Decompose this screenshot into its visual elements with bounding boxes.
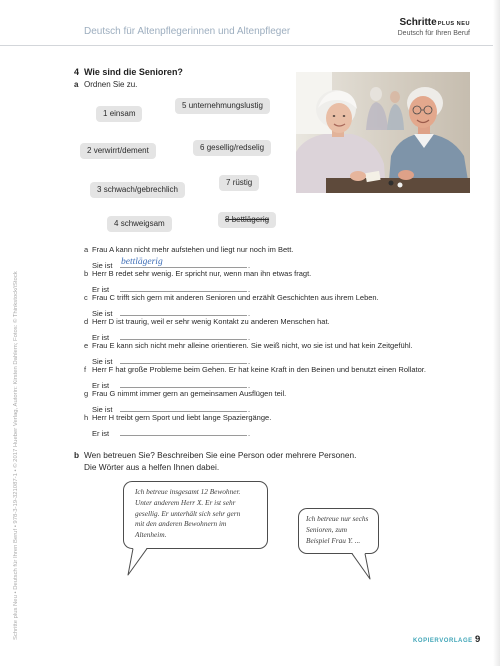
- card-word: schweigsam: [120, 219, 165, 228]
- answer-period: .: [248, 309, 251, 318]
- word-card: [80, 143, 156, 159]
- card-word: rüstig: [232, 178, 253, 187]
- answer-period: .: [248, 357, 251, 366]
- page-edge-shadow: [493, 0, 500, 666]
- speech-bubble-tail: [345, 550, 375, 582]
- card-number: 8: [225, 215, 230, 224]
- part-b-letter: b: [74, 450, 80, 460]
- handwritten-answer: bettlägerig: [121, 257, 163, 267]
- answer-blank: [120, 330, 247, 340]
- item-sentence: Herr B redet sehr wenig. Er spricht nur, wenn man ihn etwas fragt.: [92, 269, 312, 278]
- bubble-line: Ich betreue nur sechs: [306, 514, 369, 523]
- item-letter: g: [84, 389, 89, 398]
- part-a-letter: a: [74, 80, 79, 89]
- answer-blank: [120, 282, 247, 292]
- part-b-hint: Die Wörter aus a helfen Ihnen dabei.: [84, 462, 220, 472]
- answer-prompt: Sie ist: [92, 261, 113, 270]
- bubble-line: mit den anderen Bewohnern im: [135, 519, 227, 529]
- item-sentence: Herr D ist traurig, weil er sehr wenig Kontakt zu anderen Menschen hat.: [92, 317, 330, 326]
- answer-blank: [120, 378, 247, 388]
- answer-blank: [120, 402, 247, 412]
- item-sentence: Herr H treibt gern Sport und liebt lange Spaziergänge.: [92, 413, 272, 422]
- word-card-crossed-out: [218, 212, 276, 228]
- copy-template-label: KOPIERVORLAGE: [413, 638, 473, 644]
- answer-prompt: Er ist: [92, 333, 110, 342]
- part-a-instruction: Ordnen Sie zu.: [84, 80, 138, 89]
- brand-sub: PLUS NEU: [437, 21, 470, 27]
- answer-prompt: Sie ist: [92, 405, 113, 414]
- card-number: 3: [97, 185, 102, 194]
- answer-period: .: [248, 381, 251, 390]
- copyright-side-note: Schritte plus Neu • Deutsch für Ihren Beruf • 978-3-19-321087-1 • © 2017 Hueber Verlag, Autorin: Kirsten Dahlem; Fotos: © Thinkstock/iStock: [13, 271, 19, 640]
- card-word: einsam: [109, 109, 136, 118]
- word-card: [193, 140, 271, 156]
- woman-face: [326, 103, 352, 133]
- answer-prompt: Sie ist: [92, 309, 113, 318]
- part-b-instruction: Wen betreuen Sie? Beschreiben Sie eine Person oder mehrere Personen.: [84, 450, 357, 460]
- answer-blank: [120, 258, 247, 268]
- bubble-line: Unter anderem Herr X. Er ist sehr: [135, 497, 236, 507]
- page-number: 9: [475, 634, 481, 645]
- answer-prompt: Er ist: [92, 429, 110, 438]
- photo-senior-couple: [296, 72, 470, 193]
- speech-bubble-tail: [120, 545, 155, 580]
- item-sentence: Herr F hat große Probleme beim Gehen. Er hat keine Kraft in den Beinen und benutzt einen Rollator.: [92, 365, 426, 374]
- card-number: 7: [226, 178, 231, 187]
- card-number: 5: [182, 101, 187, 110]
- header-title: Deutsch für Altenpflegerinnen und Altenpfleger: [84, 26, 291, 37]
- answer-period: .: [248, 261, 251, 270]
- card-number: 4: [114, 219, 119, 228]
- bubble-line: Ich betreue insgesamt 12 Bewohner.: [135, 487, 241, 496]
- answer-prompt: Er ist: [92, 285, 110, 294]
- brand-logo: [399, 15, 470, 30]
- item-sentence: Frau A kann nicht mehr aufstehen und liegt nur noch im Bett.: [92, 245, 294, 254]
- game-piece: [389, 181, 394, 186]
- bubble-line: Senioren, zum: [306, 524, 348, 534]
- answer-blank: [120, 426, 247, 436]
- answer-period: .: [248, 405, 251, 414]
- woman-hand: [350, 171, 366, 181]
- answer-period: .: [248, 429, 251, 438]
- answer-blank: [120, 354, 247, 364]
- word-card: [107, 216, 172, 232]
- speech-bubble-example-2: [298, 508, 379, 554]
- card-word: unternehmungslustig: [188, 101, 263, 110]
- exercise-title: Wie sind die Senioren?: [84, 67, 183, 77]
- man-hand: [398, 170, 414, 180]
- resident-head: [370, 87, 382, 101]
- exercise-number: 4: [74, 67, 80, 77]
- card-number: 6: [200, 143, 205, 152]
- item-letter: e: [84, 341, 89, 350]
- item-letter: h: [84, 413, 89, 422]
- item-letter: b: [84, 269, 89, 278]
- item-letter: c: [84, 293, 88, 302]
- woman-eye: [333, 115, 336, 117]
- card-word: schwach/gebrechlich: [103, 185, 178, 194]
- answer-prompt: Sie ist: [92, 357, 113, 366]
- header-divider: [0, 45, 493, 46]
- item-sentence: Frau G nimmt immer gern an gemeinsamen Ausflügen teil.: [92, 389, 287, 398]
- brand-tagline: Deutsch für Ihren Beruf: [397, 30, 470, 37]
- item-letter: d: [84, 317, 89, 326]
- bubble-line: gesellig. Er unterhält sich sehr gern: [135, 508, 241, 518]
- card-word: bettlägerig: [231, 215, 270, 224]
- game-piece: [398, 183, 403, 188]
- word-card: [175, 98, 270, 114]
- card-number: 1: [103, 109, 108, 118]
- answer-blank: [120, 306, 247, 316]
- speech-bubble-example-1: [123, 481, 268, 549]
- item-letter: f: [84, 365, 87, 374]
- resident-head: [390, 91, 400, 103]
- word-card: [96, 106, 142, 122]
- item-sentence: Frau E kann sich nicht mehr alleine orientieren. Sie weiß nicht, wo sie ist und hat kein Zeitgefühl.: [92, 341, 413, 350]
- answer-period: .: [248, 285, 251, 294]
- brand-main: Schritte: [399, 17, 437, 28]
- bubble-line: Beispiel Frau Y. ...: [306, 535, 361, 545]
- word-card: [219, 175, 259, 191]
- card-number: 2: [87, 146, 92, 155]
- item-letter: a: [84, 245, 89, 254]
- answer-prompt: Er ist: [92, 381, 110, 390]
- woman-eye: [343, 115, 346, 117]
- answer-row: [92, 426, 250, 439]
- bubble-line: Altenheim.: [135, 530, 167, 540]
- word-card: [90, 182, 185, 198]
- answer-period: .: [248, 333, 251, 342]
- item-sentence: Frau C trifft sich gern mit anderen Senioren und erzählt Geschichten aus ihrem Leben.: [92, 293, 379, 302]
- card-word: gesellig/redselig: [206, 143, 265, 152]
- card-word: verwirrt/dement: [93, 146, 149, 155]
